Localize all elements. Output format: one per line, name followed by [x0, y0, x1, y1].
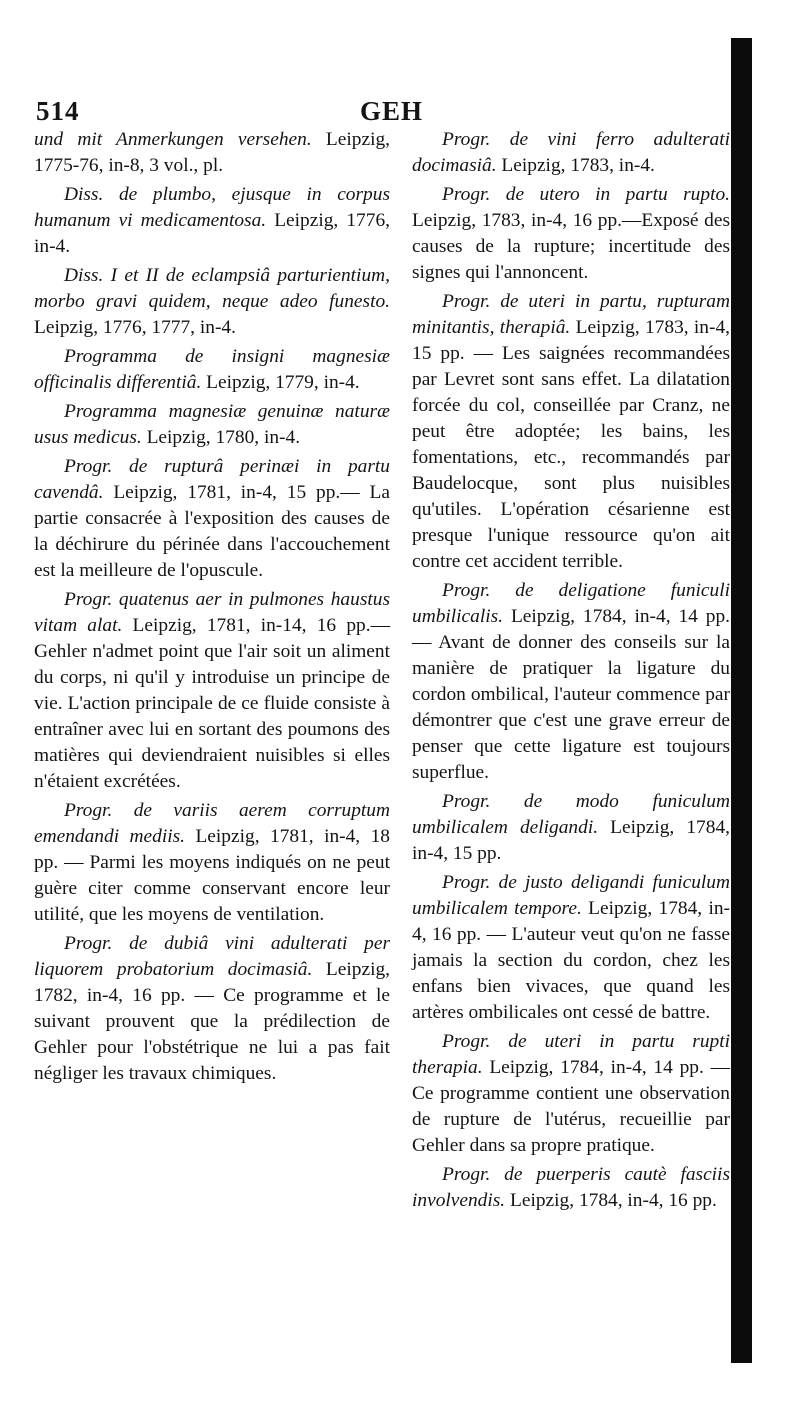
entry-title: und mit Anmerkungen versehen.	[34, 129, 312, 150]
entry-details: Leipzig, 1779, in-4.	[201, 372, 360, 393]
entry-details: Leipzig, 1784, in-4, 16 pp. — L'auteur veut qu'on ne fasse jamais la section du cordon, chez les enfans bien vivaces, que quand les artères ombilicales ont cessé de battre.	[412, 898, 730, 1023]
entry-details: Leipzig, 1780, in-4.	[141, 427, 301, 448]
entry-details: Leipzig, 1781, in-4, 15 pp.— La partie consacrée à l'exposition des causes de la déchirure du périnée dans l'accouchement est la meilleure de l'opuscule.	[34, 482, 390, 581]
bibliography-entry	[34, 182, 390, 260]
entry-details: Leipzig, 1781, in-4, 18 pp. — Parmi les moyens indiqués on ne peut guère citer comme conservant encore leur utilité, que les moyens de ventilation.	[34, 826, 390, 925]
bibliography-entry	[34, 344, 390, 396]
scan-edge-shadow	[731, 38, 752, 1363]
entry-title: Progr. quatenus aer in pulmones haustus vitam alat.	[34, 589, 390, 636]
entry-details: Leipzig, 1784, in-4, 14 pp. — Avant de donner des conseils sur la manière de pratiquer la ligature du cordon ombilical, l'auteur commence par démontrer que c'est une grave erreur de penser que cette ligature est toujours superflue.	[412, 606, 730, 783]
entry-details: Leipzig, 1784, in-4, 16 pp.	[505, 1190, 717, 1211]
entry-details: Leipzig, 1781, in-14, 16 pp.—Gehler n'admet point que l'air soit un aliment du corps, ni qu'il y introduise un principe de vie. L'action principale de ce fluide consiste à entraîner avec lui en sortant des poumons des matières qui deviendraient nuisibles si elles n'étaient excrétées.	[34, 615, 390, 792]
bibliography-entry	[412, 1029, 730, 1159]
right-column	[412, 127, 730, 1217]
bibliography-entry	[34, 263, 390, 341]
entry-details: Leipzig, 1784, in-4, 15 pp.	[412, 817, 730, 864]
entry-title: Programma de insigni magnesiæ officinalis differentiâ.	[34, 346, 390, 393]
bibliography-entry	[412, 1162, 730, 1214]
entry-title: Progr. de variis aerem corruptum emendandi mediis.	[34, 800, 390, 847]
entry-details: Leipzig, 1776, in-4.	[34, 210, 390, 257]
bibliography-entry	[34, 931, 390, 1087]
bibliography-entry	[34, 399, 390, 451]
entry-title: Progr. de deligatione funiculi umbilicalis.	[412, 580, 730, 627]
bibliography-entry	[34, 587, 390, 795]
bibliography-entry	[412, 578, 730, 786]
entry-title: Progr. de uteri in partu rupti therapia.	[412, 1031, 730, 1078]
entry-title: Progr. de dubiâ vini adulterati per liquorem probatorium docimasiâ.	[34, 933, 390, 980]
bibliography-entry	[34, 798, 390, 928]
left-column	[34, 127, 390, 1090]
entry-title: Progr. de justo deligandi funiculum umbilicalem tempore.	[412, 872, 730, 919]
entry-details: Leipzig, 1776, 1777, in-4.	[34, 317, 236, 338]
entry-details: Leipzig, 1782, in-4, 16 pp. — Ce programme et le suivant prouvent que la prédilection de Gehler pour l'obstétrique ne lui a pas fait négliger les travaux chimiques.	[34, 959, 390, 1084]
bibliography-entry	[412, 182, 730, 286]
bibliography-entry	[34, 454, 390, 584]
page-number: 514	[36, 96, 80, 126]
entry-title: Diss. de plumbo, ejusque in corpus humanum vi medicamentosa.	[34, 184, 390, 231]
entry-title: Diss. I et II de eclampsiâ parturientium, morbo gravi quidem, neque adeo funesto.	[34, 265, 390, 312]
entry-title: Programma magnesiæ genuinæ naturæ usus medicus.	[34, 401, 390, 448]
entry-details: Leipzig, 1783, in-4.	[496, 155, 655, 176]
entry-title: Progr. de modo funiculum umbilicalem deligandi.	[412, 791, 730, 838]
bibliography-entry	[412, 789, 730, 867]
bibliography-entry	[412, 127, 730, 179]
entry-title: Progr. de rupturâ perinæi in partu cavendâ.	[34, 456, 390, 503]
entry-details: Leipzig, 1783, in-4, 15 pp. — Les saignées recommandées par Levret sont sans effet. La dilatation forcée du col, conseillée par Cranz, ne peut être adoptée; les bains, les fomentations, etc., recommandés par Baudelocque, sont plus nuisibles qu'utiles. L'opération césarienne est presque l'unique ressource qu'on ait contre cet accident terrible.	[412, 317, 731, 572]
entry-title: Progr. de puerperis cautè fasciis involvendis.	[412, 1164, 730, 1211]
running-head: GEH	[360, 96, 424, 126]
bibliography-entry	[412, 870, 730, 1026]
bibliography-entry	[34, 127, 390, 179]
bibliography-entry	[412, 289, 730, 575]
entry-title: Progr. de vini ferro adulterati docimasiâ.	[412, 129, 730, 176]
entry-title: Progr. de utero in partu rupto.	[442, 184, 730, 205]
entry-title: Progr. de uteri in partu, rupturam minitantis, therapiâ.	[412, 291, 730, 338]
entry-details: Leipzig, 1784, in-4, 14 pp. — Ce programme contient une observation de rupture de l'utérus, recueillie par Gehler dans sa propre pratique.	[412, 1057, 730, 1156]
entry-details: Leipzig, 1775-76, in-8, 3 vol., pl.	[34, 129, 390, 176]
entry-details: Leipzig, 1783, in-4, 16 pp.—Exposé des causes de la rupture; incertitude des signes qui l'annoncent.	[412, 210, 730, 283]
